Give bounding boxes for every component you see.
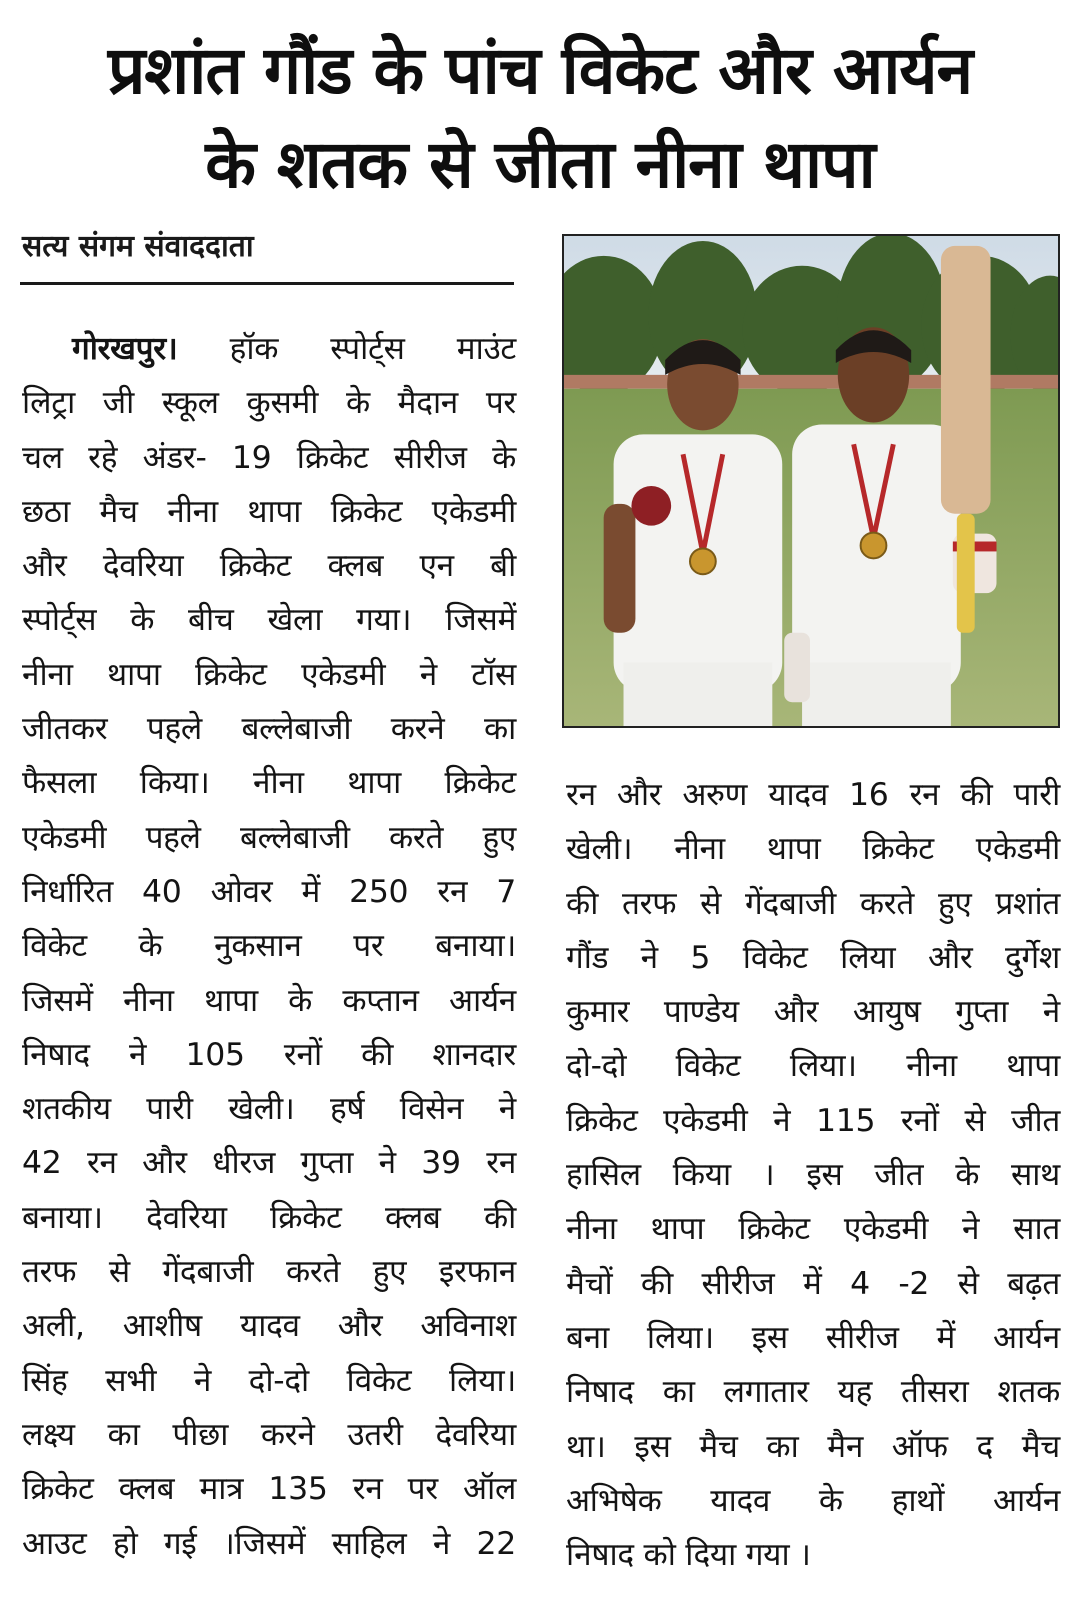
article-line: और देवरिया क्रिकेट क्लब एन बी [22,548,516,585]
article-line: स्पोर्ट्स के बीच खेला गया। जिसमें [22,602,516,639]
article-line: जीतकर पहले बल्लेबाजी करने का [22,711,516,748]
article-line: निषाद का लगातार यह तीसरा शतक [566,1374,1060,1411]
article-line: कुमार पाण्डेय और आयुष गुप्ता ने [566,994,1060,1031]
article-line: निर्धारित 40 ओवर में 250 रन 7 [22,873,516,910]
article-line: क्रिकेट एकेडमी ने 115 रनों से जीत [566,1102,1060,1139]
byline: सत्य संगम संवाददाता [22,229,254,264]
article-line: नीना थापा क्रिकेट एकेडमी ने सात [566,1211,1060,1248]
headline-line-2: के शतक से जीता नीना थापा [205,126,875,203]
article-line: खेली। नीना थापा क्रिकेट एकेडमी [566,831,1060,868]
article-line: तरफ से गेंदबाजी करते हुए इरफान [22,1254,516,1291]
article-line: निषाद ने 105 रनों की शानदार [22,1036,516,1073]
article-line: निषाद को दिया गया । [566,1537,811,1574]
cricket-players-photo [562,234,1060,728]
article-line: दो-दो विकेट लिया। नीना थापा [566,1048,1060,1085]
article-line: बना लिया। इस सीरीज में आर्यन [566,1319,1060,1356]
article-line: क्रिकेट क्लब मात्र 135 रन पर ऑल [22,1471,516,1508]
article-line: शतकीय पारी खेली। हर्ष विसेन ने [22,1091,516,1128]
article-line: फैसला किया। नीना थापा क्रिकेट [22,765,516,802]
article-line: नीना थापा क्रिकेट एकेडमी ने टॉस [22,656,516,693]
headline [20,24,1060,212]
article-line: था। इस मैच का मैन ऑफ द मैच [566,1428,1060,1465]
article-line: छठा मैच नीना थापा क्रिकेट एकेडमी [22,493,516,530]
article-line: की तरफ से गेंदबाजी करते हुए प्रशांत [566,885,1060,922]
article-column-right [566,768,1060,1582]
photo-illustration [564,236,1058,726]
article-line: लिट्रा जी स्कूल कुसमी के मैदान पर [22,385,516,422]
article-line: सिंह सभी ने दो-दो विकेट लिया। [22,1362,516,1399]
headline-line-1: प्रशांत गौंड के पांच विकेट और आर्यन [107,32,973,109]
byline-divider [20,282,514,285]
article-line: बनाया। देवरिया क्रिकेट क्लब की [22,1199,516,1236]
article-line: अभिषेक यादव के हाथों आर्यन [566,1482,1060,1519]
dateline: गोरखपुर। [72,331,178,367]
article-line: चल रहे अंडर- 19 क्रिकेट सीरीज के [22,439,516,476]
article-line: विकेट के नुकसान पर बनाया। [22,928,516,965]
article-line: गोरखपुर। हॉक स्पोर्ट्स माउंट [72,331,516,367]
article-line: 42 रन और धीरज गुप्ता ने 39 रन [22,1145,516,1182]
article-line: जिसमें नीना थापा के कप्तान आर्यन [22,982,516,1019]
article-line: अली, आशीष यादव और अविनाश [22,1308,516,1345]
article-line: लक्ष्य का पीछा करने उतरी देवरिया [22,1416,516,1453]
article-line: गौंड ने 5 विकेट लिया और दुर्गेश [566,939,1060,976]
article-line: आउट हो गई ।जिसमें साहिल ने 22 [22,1525,516,1562]
article-line: हासिल किया । इस जीत के साथ [566,1157,1060,1194]
article-column-left [22,322,516,1571]
article-line: रन और अरुण यादव 16 रन की पारी [566,777,1060,813]
article-line: एकेडमी पहले बल्लेबाजी करते हुए [22,819,516,856]
article-line: मैचों की सीरीज में 4 -2 से बढ़त [566,1265,1060,1302]
